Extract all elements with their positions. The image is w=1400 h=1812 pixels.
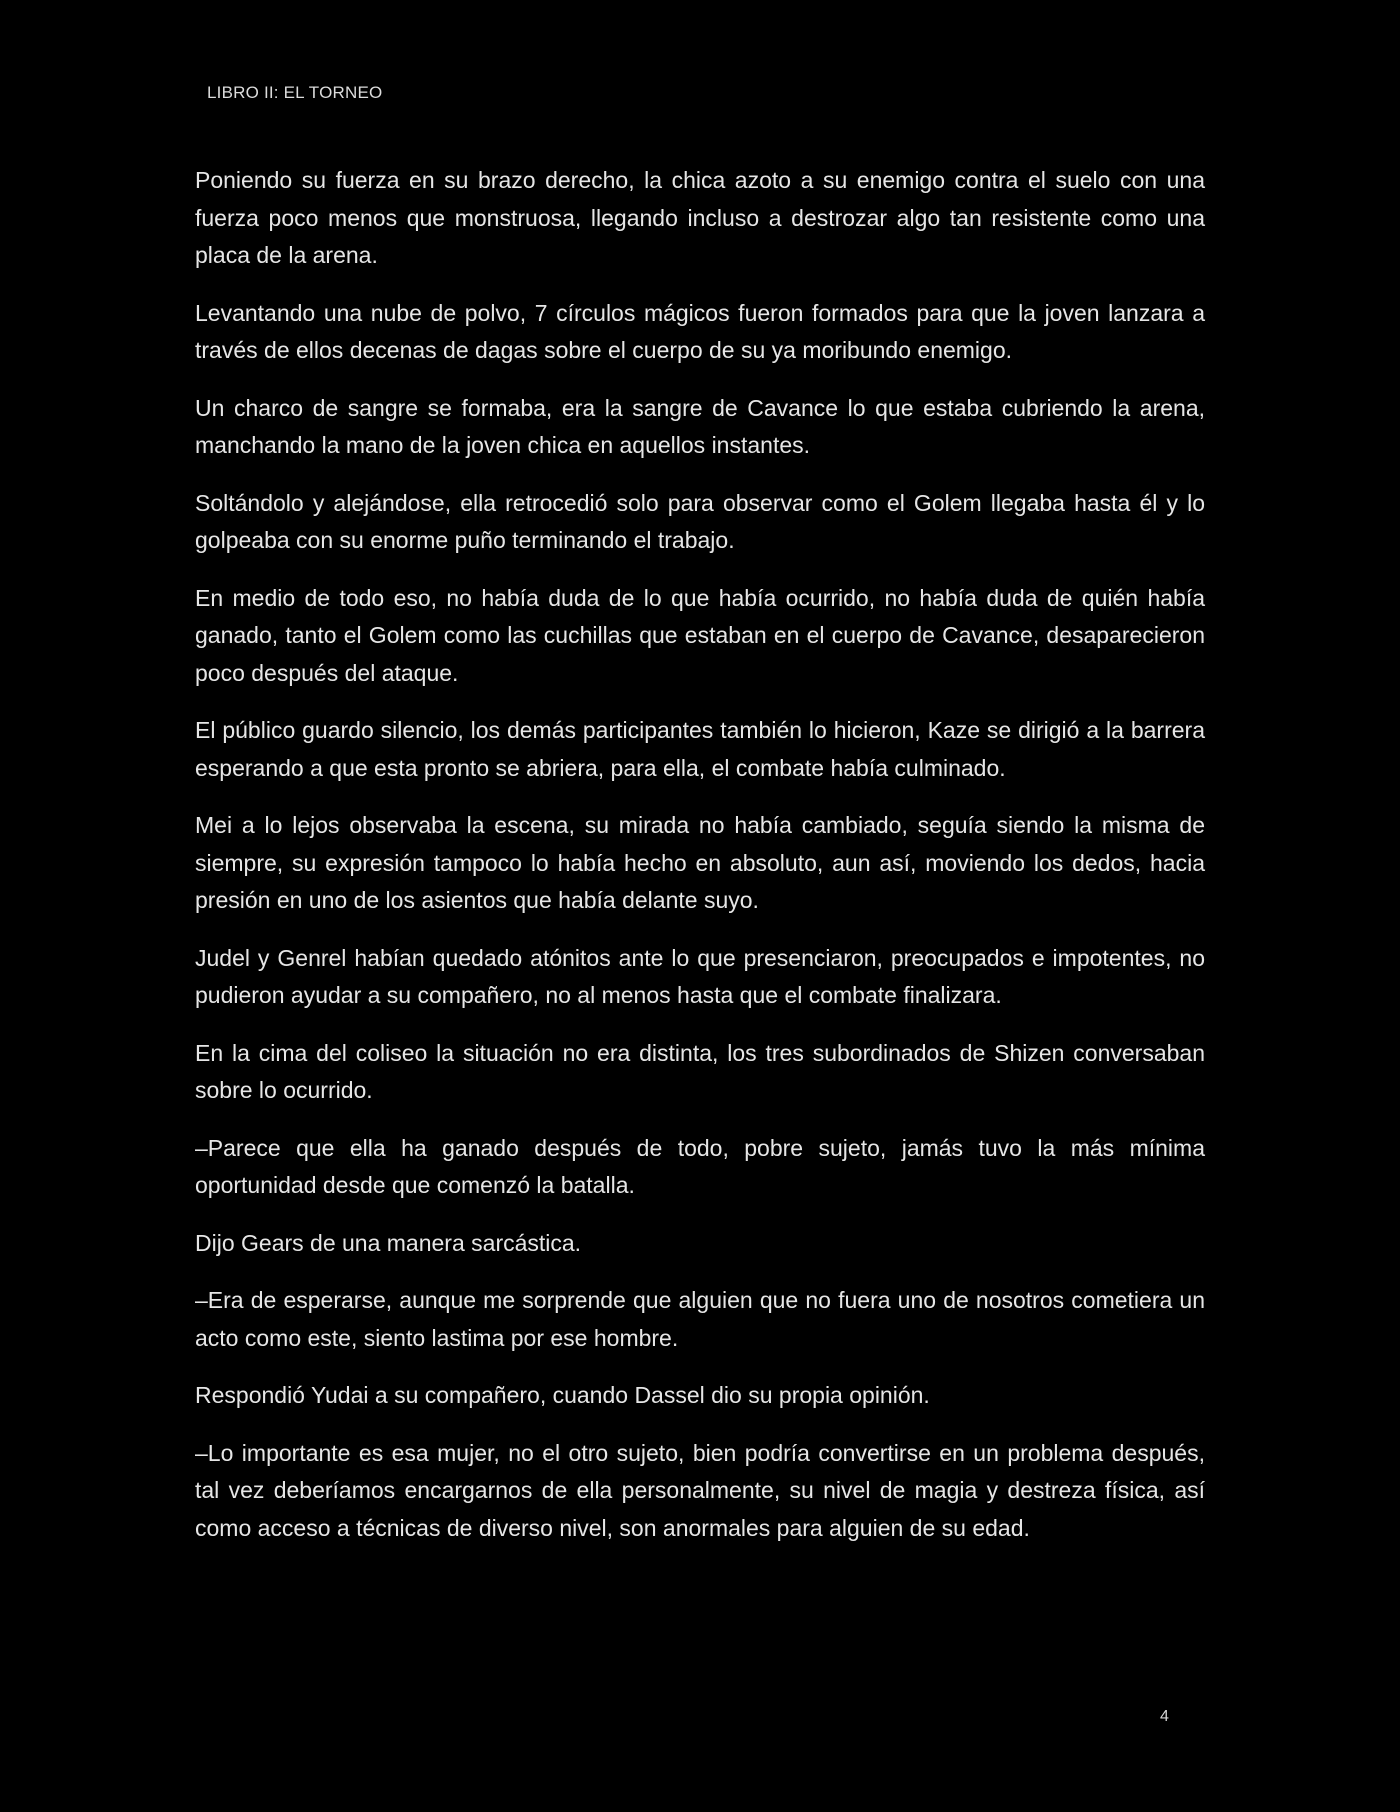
paragraph: Judel y Genrel habían quedado atónitos ante lo que presenciaron, preocupados e impotentes, no pudieron ayudar a su compañero, no al menos hasta que el combate finalizara. <box>195 944 1205 1008</box>
paragraph: En la cima del coliseo la situación no era distinta, los tres subordinados de Shizen conversaban sobre lo ocurrido. <box>195 1039 1205 1103</box>
dialogue-paragraph: –Era de esperarse, aunque me sorprende que alguien que no fuera uno de nosotros cometiera un acto como este, siento lastima por ese hombre. <box>195 1287 1205 1351</box>
paragraph: Un charco de sangre se formaba, era la sangre de Cavance lo que estaba cubriendo la arena, manchando la mano de la joven chica en aquellos instantes. <box>195 394 1205 458</box>
body-text <box>195 162 1205 1547</box>
paragraph: En medio de todo eso, no había duda de lo que había ocurrido, no había duda de quién había ganado, tanto el Golem como las cuchillas que estaban en el cuerpo de Cavance, desaparecieron poco después del ataque. <box>195 584 1205 686</box>
dialogue-paragraph: –Parece que ella ha ganado después de todo, pobre sujeto, jamás tuvo la más mínima oportunidad desde que comenzó la batalla. <box>195 1134 1205 1198</box>
paragraph: Respondió Yudai a su compañero, cuando Dassel dio su propia opinión. <box>195 1382 930 1408</box>
paragraph: El público guardo silencio, los demás participantes también lo hicieron, Kaze se dirigió a la barrera esperando a que esta pronto se abriera, para ella, el combate había culminado. <box>195 717 1205 781</box>
page-number: 4 <box>1160 1708 1169 1725</box>
running-header: LIBRO II: EL TORNEO <box>207 83 383 102</box>
paragraph: Dijo Gears de una manera sarcástica. <box>195 1229 582 1256</box>
paragraph: Poniendo su fuerza en su brazo derecho, la chica azoto a su enemigo contra el suelo con una fuerza poco menos que monstruosa, llegando incluso a destrozar algo tan resistente como una placa de la arena. <box>195 167 1205 268</box>
dialogue-paragraph: –Lo importante es esa mujer, no el otro sujeto, bien podría convertirse en un problema después, tal vez deberíamos encargarnos de ella personalmente, su nivel de magia y destreza física, así como acceso a técnicas de diverso nivel, son anormales para alguien de su edad. <box>195 1439 1205 1541</box>
paragraph: Levantando una nube de polvo, 7 círculos mágicos fueron formados para que la joven lanzara a través de ellos decenas de dagas sobre el cuerpo de su ya moribundo enemigo. <box>195 299 1205 363</box>
paragraph: Soltándolo y alejándose, ella retrocedió solo para observar como el Golem llegaba hasta él y lo golpeaba con su enorme puño terminando el trabajo. <box>195 489 1205 553</box>
paragraph: Mei a lo lejos observaba la escena, su mirada no había cambiado, seguía siendo la misma de siempre, su expresión tampoco lo había hecho en absoluto, aun así, moviendo los dedos, hacia presión en uno de los asientos que había delante suyo. <box>195 812 1205 913</box>
